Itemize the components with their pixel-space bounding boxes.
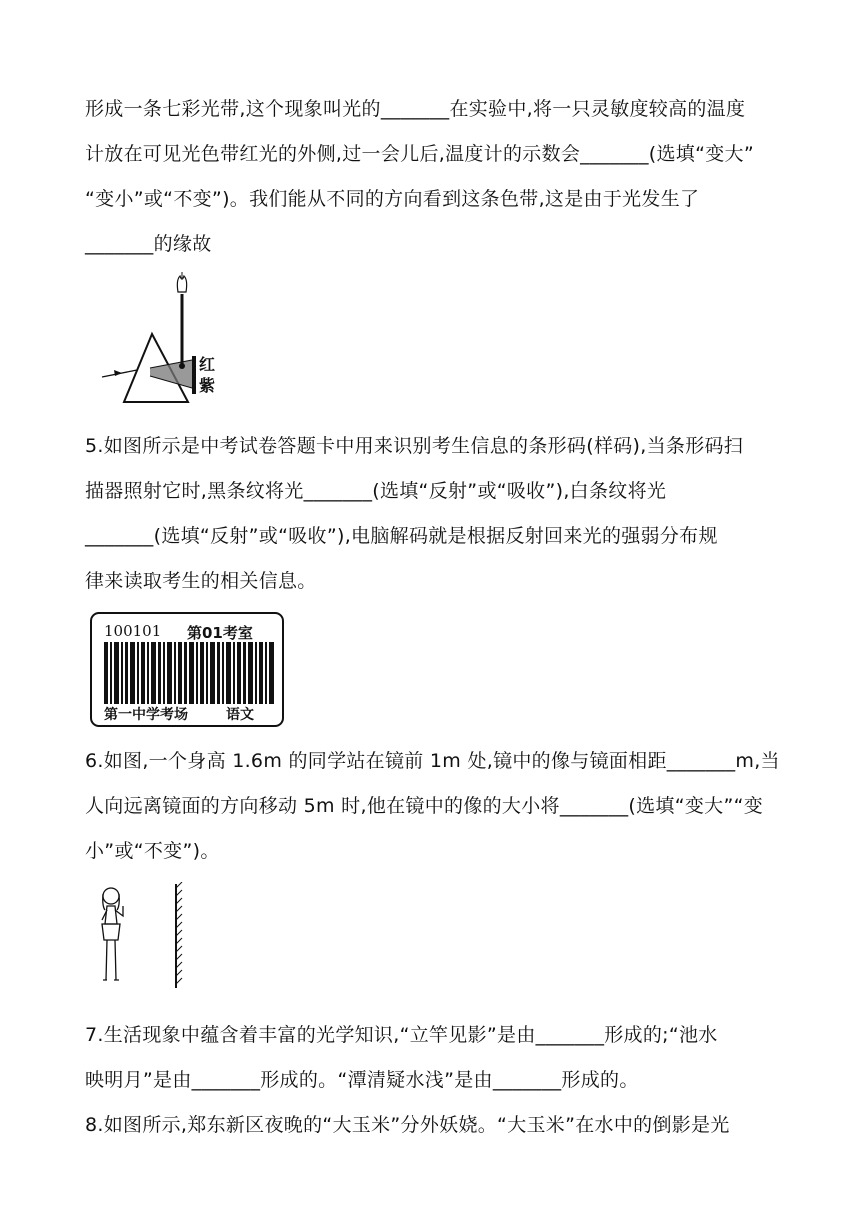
barcode-bars xyxy=(104,642,274,704)
q7-text-line-1: 7.生活现象中蕴含着丰富的光学知识,“立竿见影”是由_______形成的;“池水 xyxy=(85,1024,718,1046)
q6-text-line-2: 人向远离镜面的方向移动 5m 时,他在镜中的像的大小将_______(选填“变大”“变 xyxy=(85,795,764,817)
q4-text-line-4: _______的缘故 xyxy=(85,233,212,255)
q5-text-line-1: 5.如图所示是中考试卷答题卡中用来识别考生信息的条形码(样码),当条形码扫 xyxy=(85,435,744,457)
q4-text-line-3: “变小”或“不变”)。我们能从不同的方向看到这条色带,这是由于光发生了 xyxy=(85,188,700,210)
q7-text-line-2: 映明月”是由_______形成的。“潭清疑水浅”是由_______形成的。 xyxy=(85,1069,639,1091)
barcode-label xyxy=(90,612,284,727)
exam-room: 第01考室 xyxy=(187,624,253,642)
barcode-number: 100101 xyxy=(104,622,162,640)
q8-text-line-1: 8.如图所示,郑东新区夜晚的“大玉米”分外妖娆。“大玉米”在水中的倒影是光 xyxy=(85,1114,730,1136)
label-red: 红 xyxy=(199,355,216,374)
q5-text-line-3: _______(选填“反射”或“吸收”),电脑解码就是根据反射回来光的强弱分布规 xyxy=(85,525,718,547)
label-purple: 紫 xyxy=(199,376,216,395)
prism-dispersion-figure xyxy=(100,272,230,416)
q4-text-line-2: 计放在可见光色带红光的外侧,过一会儿后,温度计的示数会_______(选填“变大” xyxy=(85,143,754,165)
q6-text-line-3: 小”或“不变”)。 xyxy=(85,840,220,862)
girl-mirror-figure xyxy=(90,882,200,996)
exam-subject: 语文 xyxy=(226,707,254,723)
exam-site: 第一中学考场 xyxy=(104,707,188,723)
q5-text-line-2: 描器照射它时,黑条纹将光_______(选填“反射”或“吸收”),白条纹将光 xyxy=(85,480,667,502)
q6-text-line-1: 6.如图,一个身高 1.6m 的同学站在镜前 1m 处,镜中的像与镜面相距_______m,当 xyxy=(85,750,780,772)
q4-text-line-1: 形成一条七彩光带,这个现象叫光的_______在实验中,将一只灵敏度较高的温度 xyxy=(85,98,746,120)
q5-text-line-4: 律来读取考生的相关信息。 xyxy=(85,570,317,592)
